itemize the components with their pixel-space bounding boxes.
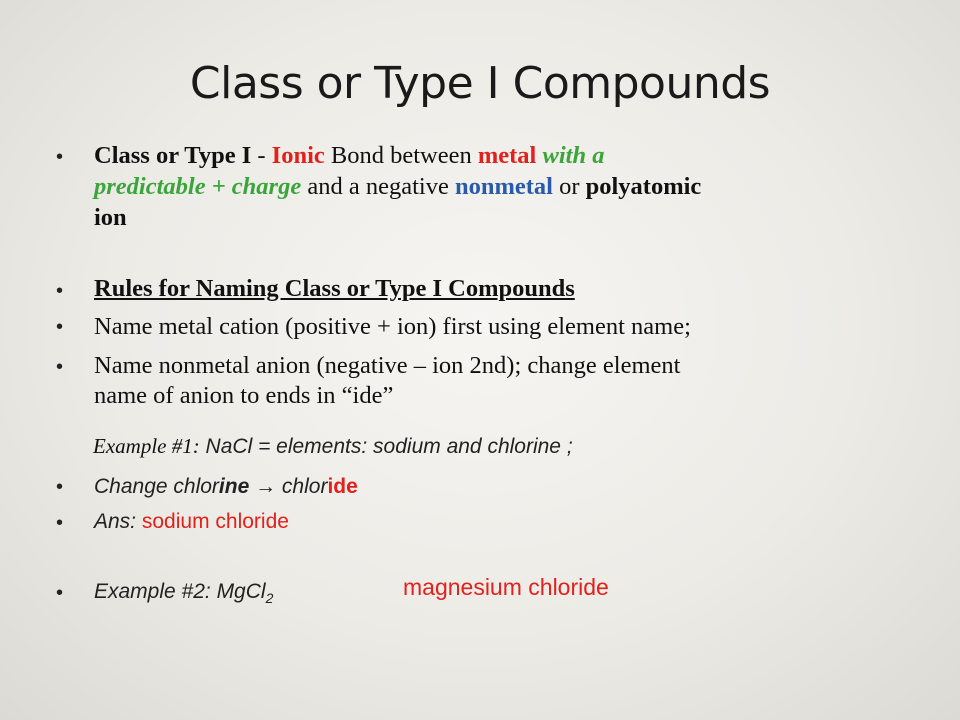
definition-line-1 <box>94 141 604 170</box>
bullet-dot: • <box>56 356 64 378</box>
or-text: or <box>552 173 586 200</box>
rule-nonmetal-anion-line-2: name of anion to ends in “ide” <box>94 382 394 409</box>
bullet-dot: • <box>56 316 64 338</box>
slide-title: Class or Type I Compounds <box>189 58 771 109</box>
example-2-line <box>94 580 273 606</box>
ans-label: Ans: <box>94 510 142 533</box>
bullet-dot: • <box>56 582 64 604</box>
ide-suffix: ide <box>327 475 358 498</box>
example-1-text: NaCl = elements: sodium and chlorine ; <box>199 435 573 458</box>
class-term: Class or Type I <box>94 142 252 169</box>
with-a-text: with a <box>536 142 605 169</box>
example-1-label: Example #1: <box>93 434 200 458</box>
example-2-text: Example #2: MgCl <box>94 580 266 603</box>
subscript-2: 2 <box>265 590 274 606</box>
rule-nonmetal-anion-line-1: Name nonmetal anion (negative – ion 2nd); change element <box>94 352 681 379</box>
definition-line-2 <box>94 172 701 201</box>
answer-1: sodium chloride <box>141 510 289 533</box>
bullet-dot: • <box>56 280 64 302</box>
change-chlorine-line <box>94 475 358 499</box>
ine-suffix: ine <box>218 475 250 498</box>
rule-metal-cation: Name metal cation (positive + ion) first using element name; <box>94 313 691 340</box>
bullet-dot: • <box>56 512 64 534</box>
answer-1-line <box>94 510 289 534</box>
example-1 <box>93 434 573 459</box>
metal-term: metal <box>477 142 537 169</box>
ionic-term: Ionic <box>271 142 325 169</box>
bullet-dot: • <box>56 146 64 168</box>
rules-heading: Rules for Naming Class or Type I Compounds <box>94 275 575 302</box>
negative-text: and a negative <box>301 173 455 200</box>
bond-text: Bond between <box>324 142 478 169</box>
chlor-text: Change chlor <box>94 475 219 498</box>
ion-term: ion <box>94 204 127 231</box>
nonmetal-term: nonmetal <box>454 173 553 200</box>
dash-text: - <box>251 142 272 169</box>
answer-2: magnesium chloride <box>403 574 609 600</box>
definition-line-3 <box>94 203 127 232</box>
predictable-charge-term: predictable + charge <box>94 173 302 200</box>
arrow-chlor-text: → chlor <box>249 475 328 498</box>
bullet-dot: • <box>56 476 64 498</box>
polyatomic-term: polyatomic <box>585 173 702 200</box>
